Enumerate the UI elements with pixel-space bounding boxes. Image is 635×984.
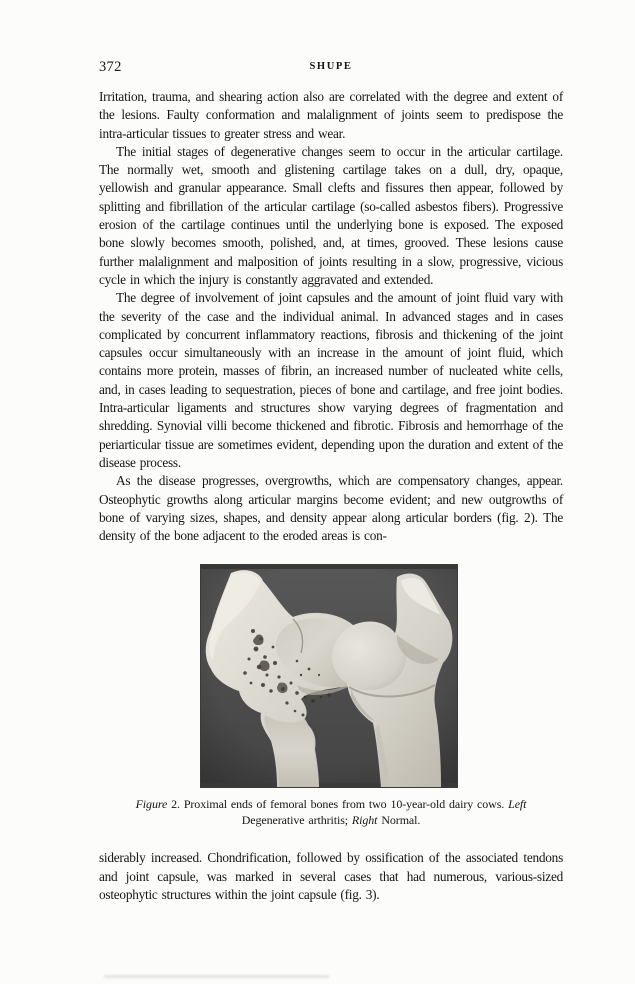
paragraph-3: The degree of involvement of joint capsules and the amount of joint fluid vary with the severity of the case and the individual animal. In advanced stages and in cases complicated by concurrent inflammatory reactions, fibrosis and thickening of the joint capsules occur simultaneously with an increase in the amount of joint fluid, which contains more protein, masses of fibrin, an increased number of nucleated white cells, and, in cases leading to sequestration, pieces of bone and cartilage, and free joint bodies. Intra-articular ligaments and structures show varying degrees of fragmentation and shredding. Synovial villi become thickened and fibrotic. Fibrosis and hemorrhage of the periarticular tissue are sometimes evident, depending upon the duration and extent of the disease process.	[99, 290, 563, 470]
caption-figure-number: 2.	[171, 797, 180, 812]
caption-left-text: Degenerative arthritis;	[241, 812, 349, 827]
caption-figure-label: Figure	[135, 797, 168, 812]
caption-right-label: Right	[351, 812, 378, 827]
paragraph-1: Irritation, trauma, and shearing action also are correlated with the degree and extent of the lesions. Faulty conformation and malalignment of joints seem to predispose the intra-articular tissues to greater stress and wear.	[99, 89, 563, 141]
figure-caption	[105, 797, 557, 828]
figure-photo	[201, 565, 457, 787]
paragraph-5: siderably increased. Chondrification, followed by ossification of the associated tendons and joint capsule, was marked in several cases that had numerous, various-sized osteophytic structures within the joint capsule (fig. 3).	[99, 850, 563, 903]
caption-right-text: Normal.	[381, 812, 421, 827]
page-number: 372	[99, 59, 122, 75]
figure-2	[99, 565, 563, 828]
paragraph-4: As the disease progresses, overgrowths, which are compensatory changes, appear. Osteophytic growths along articular margins become evident; and new outgrowths of bone of varying sizes, shapes, and density appear along articular borders (fig. 2). The density of the bone adjacent to the eroded areas is con-	[99, 473, 563, 544]
body-text	[99, 88, 563, 904]
caption-left-label: Left	[508, 797, 527, 812]
page-header	[99, 58, 563, 78]
paragraph-2: The initial stages of degenerative changes seem to occur in the articular cartilage. The normally wet, smooth and glistening cartilage takes on a dull, dry, opaque, yellowish and granular appearance. Small clefts and fissures then appear, followed by splitting and fibrillation of the articular cartilage (so-called asbestos fibers). Progressive erosion of the cartilage continues until the underlying bone is exposed. The exposed bone slowly becomes smooth, polished, and, at times, grooved. These lesions cause further malalignment and malposition of joints resulting in a slow, progressive, vicious cycle in which the injury is constantly aggravated and extended.	[99, 143, 563, 287]
scan-artifact	[104, 975, 329, 978]
caption-body: Proximal ends of femoral bones from two 10-year-old dairy cows.	[183, 797, 505, 812]
running-head: SHUPE	[309, 61, 353, 72]
bone-photo-illustration	[201, 565, 457, 787]
